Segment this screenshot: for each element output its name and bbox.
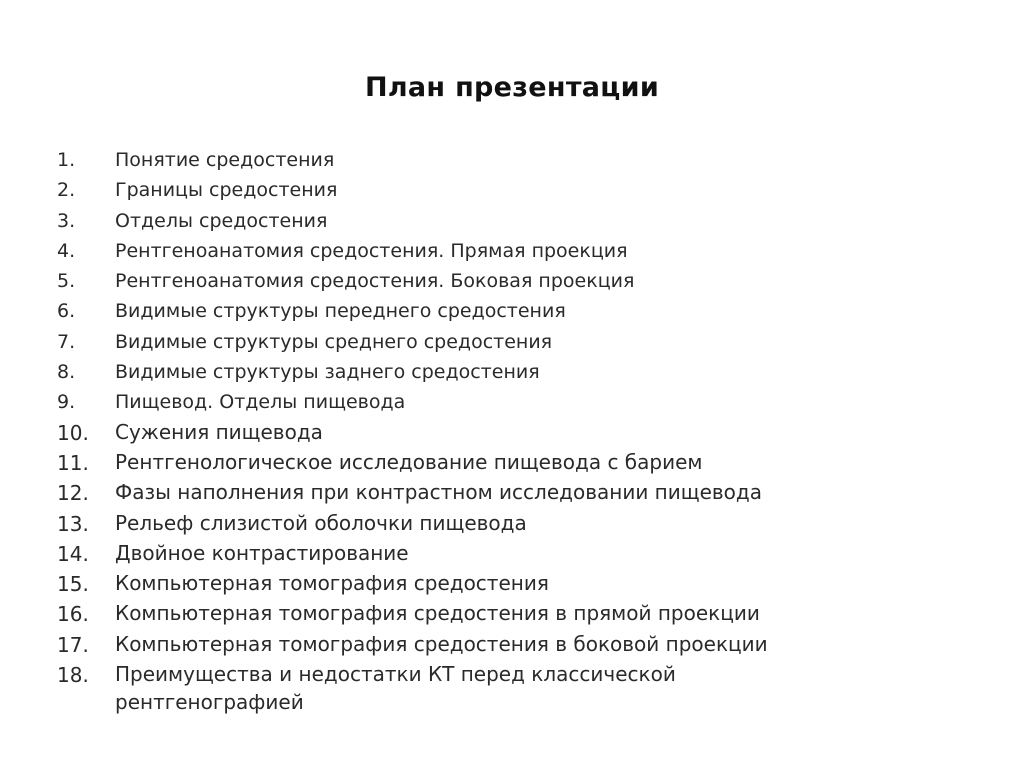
item-number: 8.	[57, 361, 76, 384]
item-text: Преимущества и недостатки КТ перед классической рентгенографией	[115, 662, 676, 715]
outline-list	[57, 145, 957, 716]
item-number: 14.	[57, 541, 89, 566]
list-item	[57, 539, 957, 569]
list-item	[57, 630, 957, 660]
item-text: Рентгенологическое исследование пищевода с барием	[115, 449, 703, 474]
list-item	[57, 145, 957, 175]
item-text: Понятие средостения	[115, 149, 335, 171]
item-text: Границы средостения	[115, 179, 338, 202]
list-item	[57, 599, 957, 629]
item-text: Рентгеноанатомия средостения. Прямая проекция	[115, 239, 628, 262]
item-text: Компьютерная томография средостения в боковой проекции	[115, 631, 768, 656]
item-number: 10.	[57, 420, 89, 445]
item-number: 6.	[57, 300, 76, 323]
item-number: 2.	[57, 179, 76, 202]
list-item	[57, 175, 957, 205]
item-number: 13.	[57, 511, 89, 536]
item-text: Рельеф слизистой оболочки пищевода	[115, 510, 527, 535]
list-item	[57, 357, 957, 387]
item-number: 16.	[57, 602, 89, 627]
item-text: Сужения пищевода	[115, 419, 323, 444]
item-text: Компьютерная томография средостения в прямой проекции	[115, 601, 760, 626]
list-item	[57, 206, 957, 236]
item-number: 1.	[57, 149, 76, 171]
list-item	[57, 478, 957, 508]
list-item	[57, 296, 957, 326]
item-number: 9.	[57, 391, 76, 414]
item-number: 17.	[57, 632, 89, 657]
item-number: 5.	[57, 270, 76, 293]
item-number: 7.	[57, 330, 76, 353]
item-number: 4.	[57, 239, 76, 262]
slide-title: План презентации	[364, 72, 660, 103]
list-item	[57, 660, 957, 716]
item-text: Видимые структуры заднего средостения	[115, 361, 540, 384]
list-item	[57, 387, 957, 417]
list-item	[57, 327, 957, 357]
item-number: 15.	[57, 572, 89, 597]
list-item	[57, 509, 957, 539]
item-text: Отделы средостения	[115, 209, 328, 232]
item-text: Пищевод. Отделы пищевода	[115, 391, 406, 414]
item-text: Видимые структуры среднего средостения	[115, 330, 553, 353]
list-item	[57, 569, 957, 599]
item-text: Рентгеноанатомия средостения. Боковая проекция	[115, 270, 635, 293]
item-text: Фазы наполнения при контрастном исследовании пищевода	[115, 480, 762, 505]
item-text: Двойное контрастирование	[115, 540, 409, 565]
item-text: Компьютерная томография средостения	[115, 571, 549, 596]
list-item	[57, 418, 957, 448]
item-number: 3.	[57, 209, 76, 232]
item-number: 11.	[57, 450, 89, 475]
item-number: 12.	[57, 481, 89, 506]
list-item	[57, 448, 957, 478]
list-item	[57, 236, 957, 266]
list-item	[57, 266, 957, 296]
item-text: Видимые структуры переднего средостения	[115, 300, 566, 323]
item-number: 18.	[57, 663, 89, 688]
